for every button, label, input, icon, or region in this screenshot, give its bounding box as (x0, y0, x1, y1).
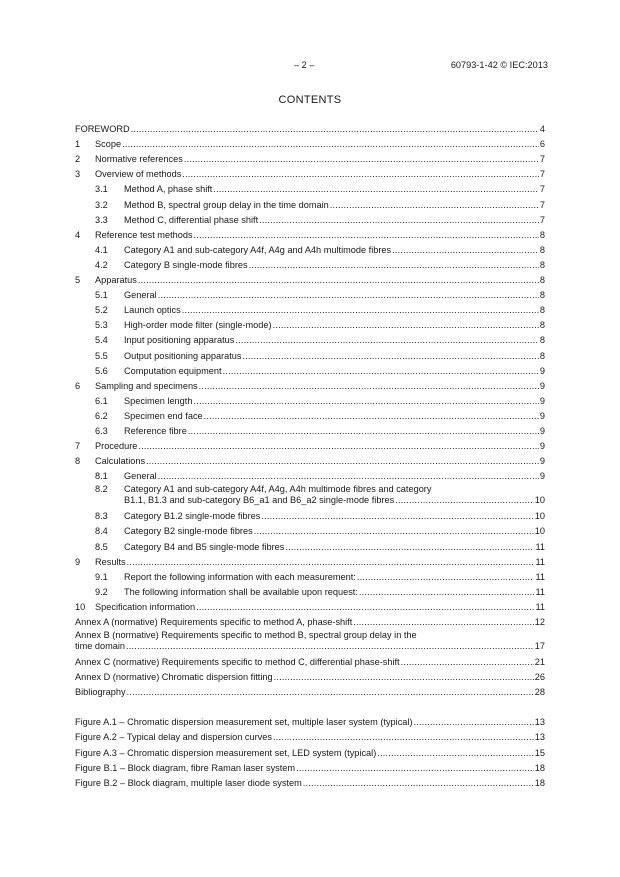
toc-entry-number: 4 (75, 229, 81, 240)
toc-entry-page: 6 (539, 139, 545, 150)
dot-leader (126, 641, 534, 651)
toc-entry-number: 7 (75, 441, 81, 452)
toc-entry-number: 4.2 (95, 259, 108, 270)
toc-entry-page: 13 (534, 732, 545, 743)
toc-entry[interactable] (75, 240, 545, 255)
toc-entry-page: 11 (535, 541, 545, 552)
toc-entry-title: Method C, differential phase shift (124, 214, 259, 225)
toc-entry-title: Annex D (normative) Chromatic dispersion fitting (75, 672, 273, 683)
toc-entry-page: 12 (534, 617, 545, 627)
toc-entry-title: Method B, spectral group delay in the time domain (124, 199, 329, 210)
toc-entry-page: 9 (539, 425, 545, 436)
toc-entry-page: 9 (539, 365, 545, 376)
toc-entry-page: 8 (539, 290, 545, 301)
dot-leader (213, 184, 539, 194)
toc-entry-page: 4 (539, 124, 545, 135)
toc-entry-title: FOREWORD (75, 124, 130, 135)
toc-entry[interactable] (75, 567, 545, 582)
section-gap (75, 697, 545, 712)
toc-entry-page: 8 (539, 275, 545, 286)
toc-entry-page: 11 (535, 556, 545, 567)
toc-entry[interactable] (75, 667, 545, 682)
toc-entry-title: Figure A.2 – Typical delay and dispersion curves (75, 732, 272, 743)
toc-entry-title: Results (95, 556, 126, 567)
dot-leader (254, 526, 534, 536)
dot-leader (357, 572, 535, 582)
dot-leader (273, 320, 539, 330)
dot-leader (242, 351, 538, 361)
toc-entry-number: 5 (75, 275, 81, 286)
dot-leader (158, 471, 539, 481)
dot-leader (401, 657, 534, 667)
toc-entry-title: Figure A.1 – Chromatic dispersion measurement set, multiple laser system (typical) (75, 717, 413, 728)
toc-entry-number: 8 (75, 456, 81, 467)
toc-entry-number: 8.2 (95, 484, 108, 495)
dot-leader (138, 441, 538, 451)
toc-entry[interactable] (75, 164, 545, 179)
document-reference: 60793-1-42 © IEC:2013 (450, 60, 548, 70)
dot-leader (395, 495, 534, 505)
toc-entry-number: 3.2 (95, 199, 108, 210)
dot-leader (194, 230, 539, 240)
toc-entry-page: 8 (539, 244, 545, 255)
dot-leader (330, 200, 539, 210)
toc-entry-number: 3 (75, 169, 81, 180)
toc-entry-number: 6 (75, 380, 81, 391)
toc-entry[interactable] (75, 742, 545, 757)
dot-leader (414, 717, 534, 727)
toc-entry-page: 21 (534, 657, 545, 668)
dot-leader (273, 732, 534, 742)
toc-entry-title: General (124, 471, 157, 482)
toc-entry-number: 2 (75, 154, 81, 165)
toc-entry-number: 4.1 (95, 244, 108, 255)
toc-entry[interactable] (75, 255, 545, 270)
toc-entry[interactable] (75, 285, 545, 300)
toc-entry-page: 9 (539, 441, 545, 452)
toc-entry-title: Category B2 single-mode fibres (124, 526, 253, 537)
toc-entry[interactable] (75, 345, 545, 360)
toc-entry-page: 26 (534, 672, 545, 683)
toc-entry-page: 10 (534, 495, 545, 506)
toc-entry[interactable] (75, 179, 545, 194)
toc-entry[interactable] (75, 536, 545, 551)
toc-entry-number: 5.2 (95, 305, 108, 316)
dot-leader (377, 748, 534, 758)
toc-entry-title: Sampling and specimens (95, 380, 198, 391)
toc-entry[interactable] (75, 727, 545, 742)
toc-entry-number: 3.1 (95, 184, 108, 195)
toc-entry[interactable] (75, 758, 545, 773)
toc-entry[interactable] (75, 361, 545, 376)
toc-entry-page: 8 (539, 320, 545, 331)
toc-entry-page: 9 (539, 456, 545, 467)
toc-entry[interactable] (75, 376, 545, 391)
toc-entry[interactable] (75, 225, 545, 240)
dot-leader (184, 154, 539, 164)
toc-entry-number: 5.3 (95, 320, 108, 331)
toc-entry-page: 11 (535, 571, 545, 582)
dot-leader (392, 245, 539, 255)
dot-leader (188, 426, 539, 436)
dot-leader (235, 335, 539, 345)
page-number: – 2 – (294, 60, 315, 70)
toc-entry[interactable] (75, 421, 545, 436)
toc-entry-title: Normative references (95, 154, 183, 165)
toc-entry[interactable] (75, 597, 545, 612)
toc-entry-page: 9 (539, 471, 545, 482)
toc-entry[interactable] (75, 466, 545, 481)
dot-leader (131, 124, 539, 134)
toc-entry-page: 10 (534, 526, 545, 537)
toc-entry-title: The following information shall be available upon request: (124, 586, 358, 597)
toc-entry-number: 3.3 (95, 214, 108, 225)
toc-entry[interactable] (75, 406, 545, 421)
toc-entry-title: Annex B (normative) Requirements specific to method B, spectral group delay in the (75, 630, 417, 640)
toc-entry-title: Overview of methods (95, 169, 182, 180)
toc-entry-page: 15 (534, 747, 545, 758)
toc-entry-page: 28 (534, 687, 545, 698)
toc-entry[interactable] (75, 612, 545, 627)
toc-entry-page: 8 (539, 335, 545, 346)
toc-entry-title: Category A1 and sub-category A4f, A4g and A4h multimode fibres (124, 244, 392, 255)
table-of-contents (75, 119, 545, 788)
toc-entry-title: Apparatus (95, 275, 137, 286)
toc-entry-page: 18 (534, 777, 545, 788)
toc-entry[interactable] (75, 712, 545, 727)
toc-entry-page: 8 (539, 229, 545, 240)
toc-entry[interactable] (75, 315, 545, 330)
toc-entry-title: Calculations (95, 456, 146, 467)
toc-entry-title: Category B1.2 single-mode fibres (124, 511, 261, 522)
dot-leader (359, 587, 535, 597)
dot-leader (303, 778, 534, 788)
toc-entry-page: 11 (535, 586, 545, 597)
toc-entry-number: 8.1 (95, 471, 108, 482)
toc-entry-page: 18 (534, 762, 545, 773)
toc-entry[interactable] (75, 682, 545, 697)
toc-entry-number: 9.2 (95, 586, 108, 597)
toc-entry-title: Report the following information with each measurement: (124, 571, 356, 582)
toc-entry-number: 8.4 (95, 526, 108, 537)
toc-entry[interactable] (75, 506, 545, 521)
toc-entry[interactable] (75, 552, 545, 567)
toc-entry-number: 6.2 (95, 410, 108, 421)
toc-entry-title: Bibliography (75, 687, 126, 698)
toc-entry[interactable] (75, 149, 545, 164)
dot-leader (353, 617, 533, 627)
toc-entry-title: Annex C (normative) Requirements specific to method C, differential phase-shift (75, 657, 400, 668)
dot-leader (127, 687, 534, 697)
toc-entry-page: 11 (535, 601, 545, 612)
toc-entry-title: Launch optics (124, 305, 181, 316)
toc-entry-number: 8.3 (95, 511, 108, 522)
dot-leader (158, 290, 539, 300)
toc-entry-number: 5.4 (95, 335, 108, 346)
toc-entry-title: Specimen end face (124, 410, 203, 421)
toc-entry-title: Scope (95, 139, 122, 150)
toc-entry-title: Specimen length (124, 395, 193, 406)
toc-entry-number: 9 (75, 556, 81, 567)
toc-entry-title-cont: time domain (75, 641, 126, 651)
toc-entry-number: 10 (75, 601, 86, 612)
toc-entry-number: 5.6 (95, 365, 108, 376)
toc-entry[interactable] (75, 194, 545, 209)
dot-leader (261, 511, 533, 521)
toc-entry[interactable] (75, 582, 545, 597)
toc-entry-page: 10 (534, 511, 545, 522)
toc-entry-page: 9 (539, 410, 545, 421)
dot-leader (259, 215, 539, 225)
toc-entry-page: 9 (539, 380, 545, 391)
toc-entry-title: Figure A.3 – Chromatic dispersion measurement set, LED system (typical) (75, 747, 377, 758)
toc-entry[interactable] (75, 210, 545, 225)
toc-entry[interactable] (75, 627, 545, 651)
dot-leader (127, 557, 535, 567)
toc-entry-title: Output positioning apparatus (124, 350, 242, 361)
contents-title: CONTENTS (278, 94, 342, 106)
dot-leader (296, 763, 534, 773)
toc-entry-page: 9 (539, 395, 545, 406)
toc-entry-page: 7 (539, 154, 545, 165)
toc-entry-page: 8 (539, 305, 545, 316)
toc-entry-title: Specification information (95, 601, 196, 612)
toc-entry-title: Figure B.2 – Block diagram, multiple laser diode system (75, 777, 302, 788)
dot-leader (193, 396, 538, 406)
dot-leader (204, 411, 539, 421)
dot-leader (138, 275, 539, 285)
toc-entry[interactable] (75, 300, 545, 315)
toc-entry-page: 8 (539, 350, 545, 361)
toc-entry-number: 6.1 (95, 395, 108, 406)
toc-entry-title: Figure B.1 – Block diagram, fibre Raman laser system (75, 762, 296, 773)
dot-leader (182, 169, 539, 179)
toc-entry-title: Annex A (normative) Requirements specific to method A, phase-shift (75, 617, 353, 627)
toc-entry[interactable] (75, 134, 545, 149)
toc-entry-number: 9.1 (95, 571, 108, 582)
dot-leader (182, 305, 539, 315)
toc-entry[interactable] (75, 451, 545, 466)
toc-entry[interactable] (75, 521, 545, 536)
dot-leader (249, 260, 539, 270)
toc-entry[interactable] (75, 481, 545, 505)
toc-entry-title: High-order mode filter (single-mode) (124, 320, 272, 331)
toc-entry-number: 1 (75, 139, 81, 150)
toc-entry-title: Input positioning apparatus (124, 335, 235, 346)
toc-entry[interactable] (75, 773, 545, 788)
dot-leader (274, 672, 534, 682)
toc-entry[interactable] (75, 391, 545, 406)
toc-entry-number: 5.1 (95, 290, 108, 301)
dot-leader (122, 139, 539, 149)
toc-entry-number: 8.5 (95, 541, 108, 552)
toc-entry[interactable] (75, 652, 545, 667)
toc-entry-title: Computation equipment (124, 365, 222, 376)
toc-entry-page: 8 (539, 259, 545, 270)
toc-entry-page: 7 (539, 184, 545, 195)
toc-entry-title: Category B4 and B5 single-mode fibres (124, 541, 285, 552)
dot-leader (285, 542, 534, 552)
toc-entry-title: Reference test methods (95, 229, 193, 240)
toc-entry-number: 6.3 (95, 425, 108, 436)
toc-entry-title: Method A, phase shift (124, 184, 213, 195)
toc-entry-title: Reference fibre (124, 425, 187, 436)
toc-entry-page: 7 (539, 199, 545, 210)
toc-entry[interactable] (75, 119, 545, 134)
toc-entry-title-cont: B1.1, B1.3 and sub-category B6_a1 and B6_a2 single-mode fibres (124, 495, 395, 506)
toc-entry-title: Procedure (95, 441, 138, 452)
dot-leader (146, 456, 539, 466)
dot-leader (196, 602, 534, 612)
toc-entry-page: 7 (539, 214, 545, 225)
toc-entry-title: Category B single-mode fibres (124, 259, 248, 270)
toc-entry-page: 7 (539, 169, 545, 180)
toc-entry-page: 17 (534, 641, 545, 651)
toc-entry[interactable] (75, 330, 545, 345)
toc-entry-page: 13 (534, 717, 545, 728)
toc-entry-number: 5.5 (95, 350, 108, 361)
toc-entry[interactable] (75, 270, 545, 285)
toc-entry[interactable] (75, 436, 545, 451)
dot-leader (199, 381, 539, 391)
toc-entry-title: Category A1 and sub-category A4f, A4g, A4h multimode fibres and category (124, 484, 432, 495)
toc-entry-title: General (124, 290, 157, 301)
dot-leader (223, 366, 539, 376)
